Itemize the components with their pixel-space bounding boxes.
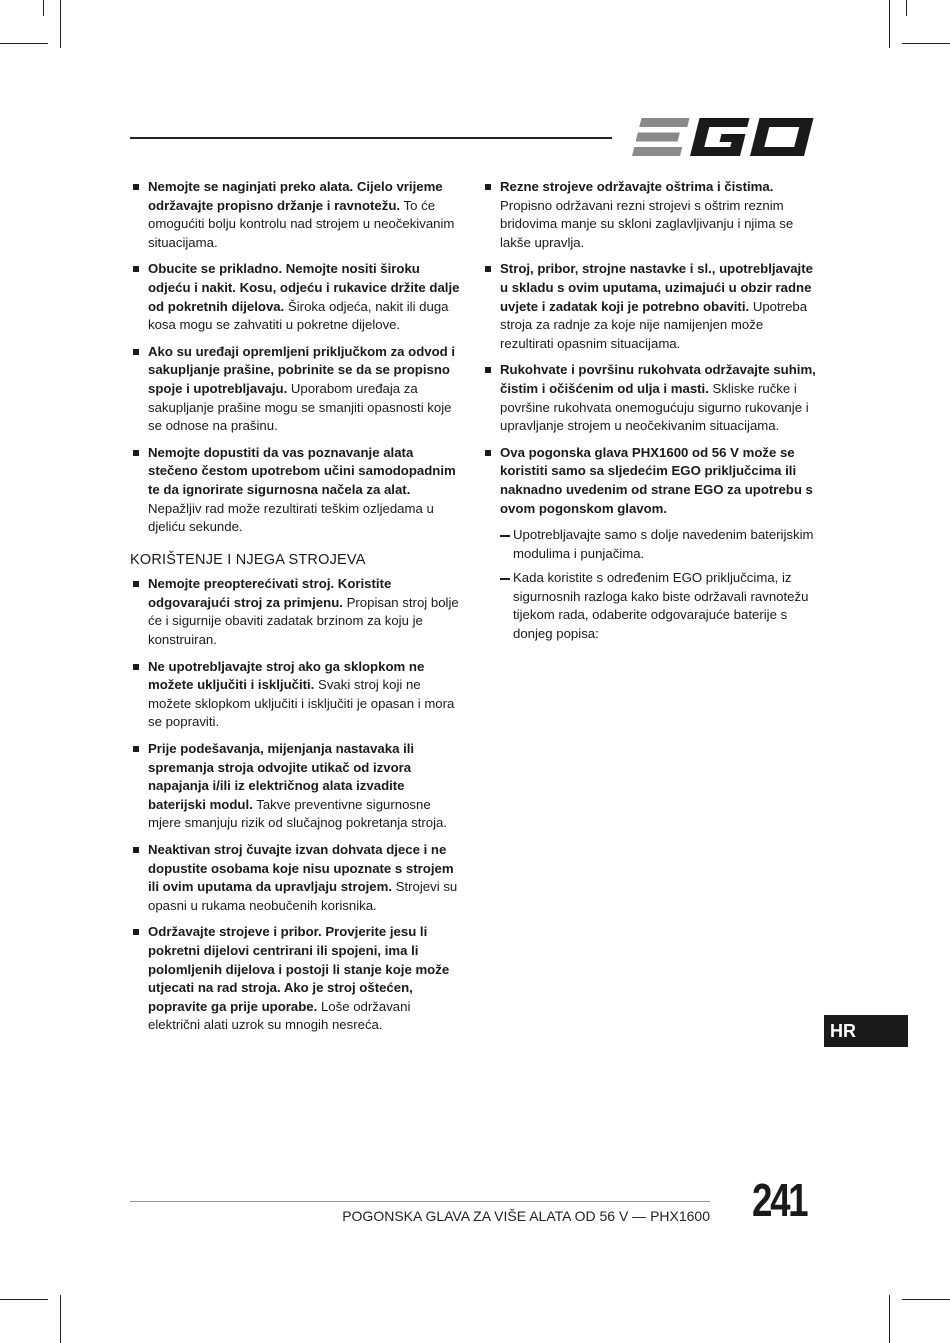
list-item — [482, 444, 818, 518]
list-item — [130, 260, 466, 334]
language-tab: HR — [824, 1015, 908, 1047]
list-item — [482, 178, 818, 252]
bullet-icon — [485, 184, 491, 190]
list-item — [482, 260, 818, 353]
bullet-icon — [133, 266, 139, 272]
item-text: Strojevi su opasni u rukama neobučenih korisnika. — [148, 879, 458, 913]
bullet-icon — [133, 847, 139, 853]
ego-logo — [628, 116, 814, 158]
list-item — [482, 361, 818, 435]
dash-icon — [500, 535, 510, 537]
bullet-icon — [133, 349, 139, 355]
list-item — [130, 841, 466, 915]
list-item — [130, 178, 466, 252]
crop-mark — [902, 43, 950, 44]
bullet-icon — [133, 581, 139, 587]
item-text: Propisan stroj bolje će i sigurnije obaviti zadatak brzinom za koju je konstruiran. — [148, 594, 459, 648]
header-rule — [130, 137, 612, 139]
crop-mark — [60, 1295, 61, 1343]
right-column — [482, 178, 818, 650]
item-bold: Nemojte preopterećivati stroj. Koristite odgovarajući stroj za primjenu. — [148, 576, 392, 610]
bullet-icon — [485, 266, 491, 272]
bullet-icon — [133, 929, 139, 935]
crop-mark — [43, 0, 44, 16]
item-bold: Stroj, pribor, strojne nastavke i sl., upotrebljavajte u skladu s ovim uputama, uzimajući u obzir radne uvjete i zadatak koji je potrebno obaviti. — [500, 261, 813, 314]
item-text: Nepažljiv rad može rezultirati teškim ozljedama u djeliću sekunde. — [148, 500, 434, 535]
list-item — [130, 444, 466, 537]
logo-text: EGO — [628, 116, 631, 117]
crop-mark — [0, 1299, 48, 1300]
crop-mark — [0, 43, 48, 44]
bullet-icon — [485, 450, 491, 456]
page-number: 241 — [752, 1174, 807, 1226]
item-text: Takve preventivne sigurnosne mjere smanjuju rizik od slučajnog pokretanja stroja. — [148, 796, 448, 831]
bullet-icon — [133, 664, 139, 670]
item-bold: Nemojte se naginjati preko alata. Cijelo vrijeme održavajte propisno držanje i ravnotežu. — [148, 179, 443, 213]
item-bold: Nemojte dopustiti da vas poznavanje alata stečeno čestom upotrebom učini samodopadnim te da ignorirate sigurnosna načela za alat. — [148, 444, 456, 497]
item-bold: Obucite se prikladno. Nemojte nositi široku odjeću i nakit. Kosu, odjeću i rukavice držite dalje od pokretnih dijelova. — [148, 261, 460, 314]
item-bold: Održavajte strojeve i pribor. Provjerite jesu li pokretni dijelovi centrirani ili spojeni, ima li polomljenih dijelova i postoji li stanje koje može utjecati na rad stroja. Ako je stroj oštećen, popravite ga prije uporabe. — [148, 924, 450, 1014]
footer-title: POGONSKA GLAVA ZA VIŠE ALATA OD 56 V — PHX1600 — [342, 1208, 710, 1224]
item-text: Upotreba stroja za radnje za koje nije namijenjen može rezultirati opasnim situacijama. — [500, 298, 808, 351]
sub-item-text: Kada koristite s određenim EGO priključcima, iz sigurnosnih razloga kako biste održavali ravnotežu tijekom rada, odaberite odgovarajuće baterije s donjeg popisa: — [513, 570, 809, 642]
sub-list-item — [482, 569, 818, 643]
bullet-icon — [133, 450, 139, 456]
crop-mark — [902, 1299, 950, 1300]
item-text: Široka odjeća, nakit ili duga kosa mogu se zahvatiti u pokretne dijelove. — [148, 298, 449, 333]
bullet-icon — [133, 184, 139, 190]
crop-mark — [60, 0, 61, 48]
item-bold: Neaktivan stroj čuvajte izvan dohvata djece i ne dopustite osobama koje nisu upoznate s strojem ili ovim uputama da upravljaju strojem. — [148, 842, 454, 895]
dash-icon — [500, 578, 510, 580]
item-text: To će omogućiti bolju kontrolu nad strojem u neočekivanim situacijama. — [148, 197, 455, 250]
list-item — [130, 658, 466, 732]
section-heading: KORIŠTENJE I NJEGA STROJEVA — [130, 551, 366, 568]
footer-rule — [130, 1201, 710, 1202]
bullet-icon — [133, 746, 139, 752]
sub-list-item — [482, 526, 818, 563]
item-text: Svaki stroj koji ne možete sklopkom uključiti i isključiti je opasan i mora se popraviti. — [148, 677, 455, 730]
list-item — [130, 740, 466, 833]
item-text: Propisno održavani rezni strojevi s oštrim reznim bridovima manje su skloni zaglavljivanju i njima se lakše upravlja. — [500, 197, 794, 250]
item-text: Loše održavani električni alati uzrok su mnogih nesreća. — [148, 998, 411, 1033]
list-item — [130, 343, 466, 436]
crop-mark — [889, 1295, 890, 1343]
item-bold: Rezne strojeve održavajte oštrima i čistima. — [500, 179, 774, 194]
left-column — [130, 178, 466, 1043]
item-bold: Ova pogonska glava PHX1600 od 56 V može se koristiti samo sa sljedećim EGO priključcima ili naknadno uvedenim od strane EGO za upotrebu s ovom pogonskom glavom. — [500, 444, 813, 516]
crop-mark — [906, 0, 907, 16]
item-bold: Ako su uređaji opremljeni priključkom za odvod i sakupljanje prašine, pobrinite se da se propisno spoje i upotrebljavaju. — [148, 343, 456, 396]
sub-item-text: Upotrebljavajte samo s dolje navedenim baterijskim modulima i punjačima. — [513, 527, 814, 561]
list-item — [130, 923, 466, 1035]
item-text: Uporabom uređaja za sakupljanje prašine mogu se smanjiti opasnosti koje se odnose na prašinu. — [148, 380, 452, 434]
item-bold: Rukohvate i površinu rukohvata održavajte suhim, čistim i očišćenim od ulja i masti. — [500, 362, 816, 396]
item-text: Skliske ručke i površine rukohvata onemogućuju sigurno rukovanje i upravljanje strojem u neočekivanim situacijama. — [500, 380, 809, 434]
list-item — [130, 575, 466, 649]
item-bold: Ne upotrebljavajte stroj ako ga sklopkom ne možete uključiti i isključiti. — [148, 658, 425, 693]
crop-mark — [889, 0, 890, 48]
bullet-icon — [485, 367, 491, 373]
item-bold: Prije podešavanja, mijenjanja nastavaka ili spremanja stroja odvojite utikač od izvora napajanja i/ili iz električnog alata izvadite baterijski modul. — [148, 741, 415, 812]
